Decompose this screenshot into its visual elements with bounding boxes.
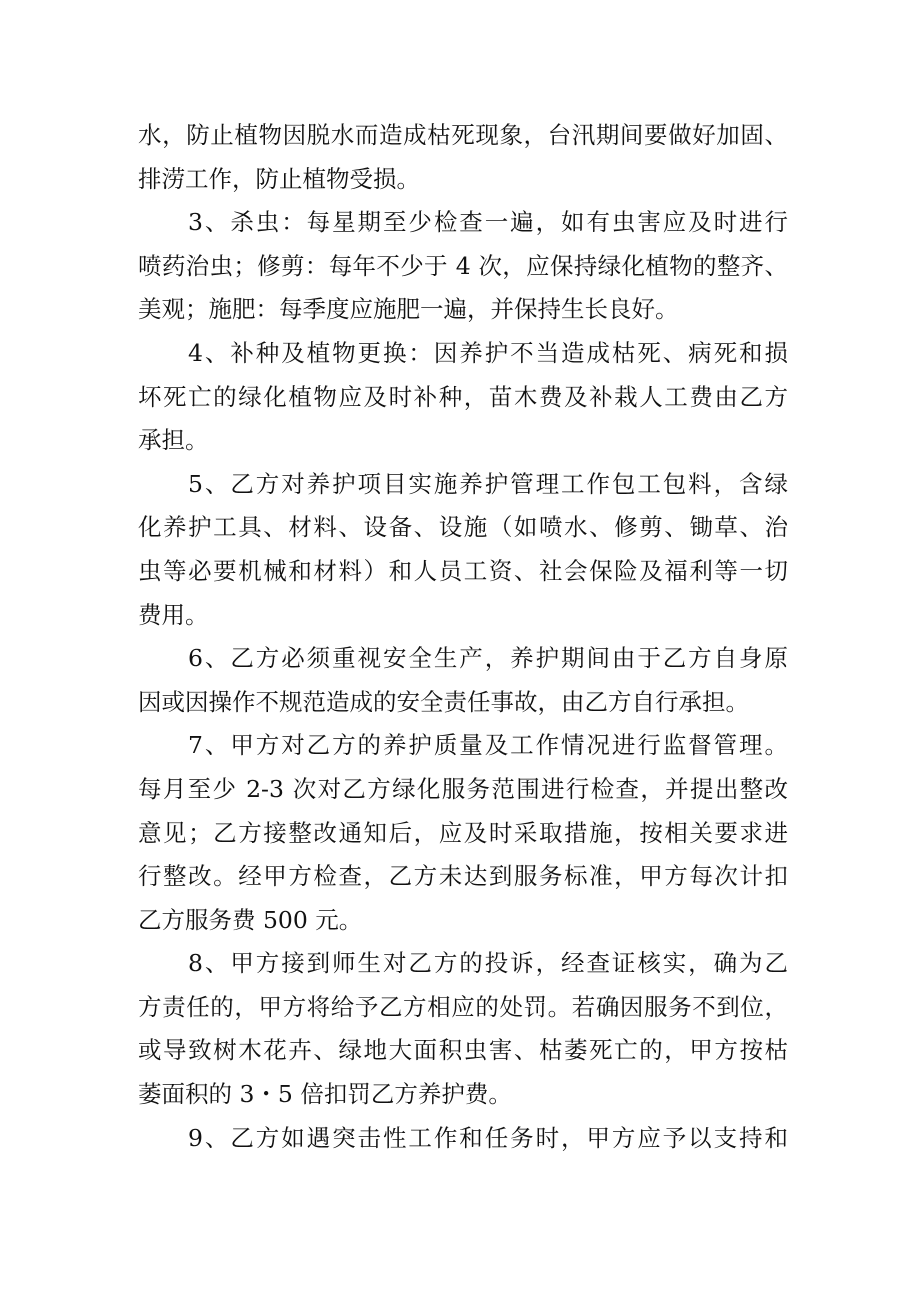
text-line: 意见；乙方接整改通知后，应及时采取措施，按相关要求进 — [138, 818, 788, 847]
text-line: 3、杀虫：每星期至少检查一遍，如有虫害应及时进行 — [188, 208, 788, 237]
text-line: 坏死亡的绿化植物应及时补种，苗木费及补栽人工费由乙方 — [138, 382, 788, 411]
text-line: 9、乙方如遇突击性工作和任务时，甲方应予以支持和 — [188, 1123, 788, 1152]
text-line: 或导致树木花卉、绿地大面积虫害、枯萎死亡的，甲方按枯 — [138, 1036, 788, 1065]
paragraph-3-pest-control — [138, 201, 788, 332]
text-line: 因或因操作不规范造成的安全责任事故，由乙方自行承担。 — [138, 687, 749, 716]
text-line: 萎面积的 3・5 倍扣罚乙方养护费。 — [138, 1080, 512, 1109]
text-line: 5、乙方对养护项目实施养护管理工作包工包料，含绿 — [188, 469, 788, 498]
paragraph-7-supervision — [138, 724, 788, 942]
text-line: 喷药治虫；修剪：每年不少于 4 次，应保持绿化植物的整齐、 — [138, 251, 788, 280]
text-line: 6、乙方必须重视安全生产，养护期间由于乙方自身原 — [188, 644, 788, 673]
text-line: 4、补种及植物更换：因养护不当造成枯死、病死和损 — [188, 338, 788, 367]
paragraph-8-complaints — [138, 942, 788, 1116]
text-line: 每月至少 2-3 次对乙方绿化服务范围进行检查，并提出整改 — [138, 774, 788, 803]
text-line: 化养护工具、材料、设备、设施（如喷水、修剪、锄草、治 — [138, 513, 788, 542]
text-line: 方责任的，甲方将给予乙方相应的处罚。若确因服务不到位， — [138, 992, 788, 1021]
text-line: 水，防止植物因脱水而造成枯死现象，台汛期间要做好加固、 — [138, 121, 788, 149]
text-line: 承担。 — [138, 426, 209, 455]
text-line: 8、甲方接到师生对乙方的投诉，经查证核实，确为乙 — [188, 949, 788, 978]
text-line: 美观；施肥：每季度应施肥一遍，并保持生长良好。 — [138, 295, 679, 324]
document-body — [138, 114, 788, 1160]
text-line: 行整改。经甲方检查，乙方未达到服务标准，甲方每次计扣 — [138, 862, 788, 891]
text-line: 乙方服务费 500 元。 — [138, 905, 363, 934]
paragraph-9-urgent-tasks — [138, 1117, 788, 1161]
paragraph-4-replanting — [138, 332, 788, 463]
text-line: 虫等必要机械和材料）和人员工资、社会保险及福利等一切 — [138, 556, 788, 585]
paragraph-5-costs — [138, 463, 788, 637]
text-line: 7、甲方对乙方的养护质量及工作情况进行监督管理。 — [188, 731, 788, 760]
paragraph-6-safety — [138, 637, 788, 724]
text-line: 排涝工作，防止植物受损。 — [138, 164, 420, 193]
paragraph-watering-continued — [138, 114, 788, 201]
text-line: 费用。 — [138, 600, 209, 629]
